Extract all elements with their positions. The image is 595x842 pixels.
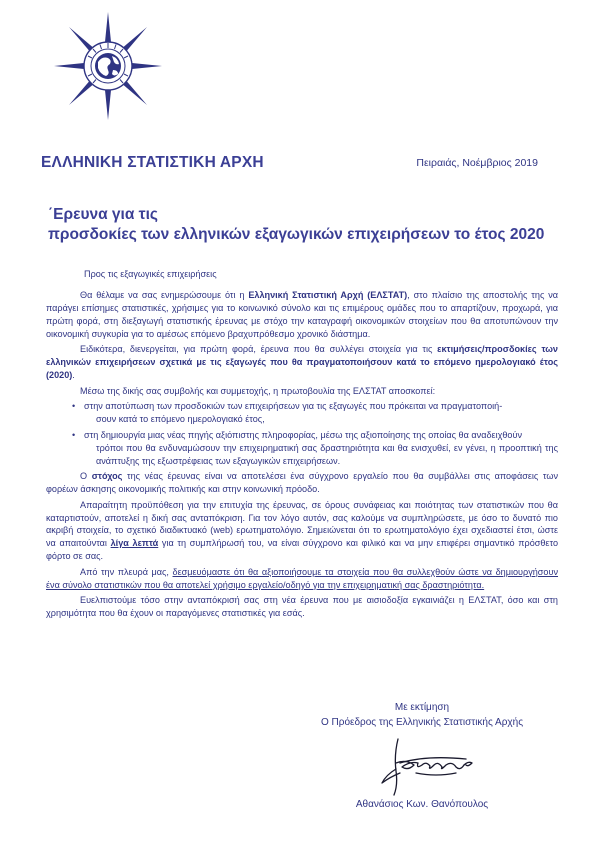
bullet-first-line: στην αποτύπωση των προσδοκιών των επιχειρήσεων για τις εξαγωγές που πρόκειται να πραγματοποιή- bbox=[84, 401, 503, 412]
paragraph-text: Απαραίτητη προϋπόθεση για την επιτυχία της έρευνας, σε όρους συνάφειας και ποιότητας των στατιστικών που θα καταρτιστούν, αποτελεί η δική σας ανταπόκριση. Για τον λόγο αυτόν, σας καλούμε να συμπληρώσετε, με όσο το δυνατό πιο ακριβή στοιχεία, το σχετικό διαδικτυακό (web) ερωτηματολόγιο. Σημειώνεται ότι το ερωτηματολόγιο έχει σχεδιαστεί έτσι, ώστε να απαιτούνται bbox=[46, 499, 558, 549]
salutation: Προς τις εξαγωγικές επιχειρήσεις bbox=[84, 269, 217, 279]
paragraph-text: για τη συμπλήρωσή του, να είναι σύγχρονο και φιλικό και να μην επιφέρει σημαντικό πρόσθετο φόρτο σε σας. bbox=[46, 538, 558, 562]
elstat-logo-icon bbox=[52, 10, 164, 122]
paragraph-intro bbox=[46, 289, 558, 341]
list-item-aim-2 bbox=[46, 429, 558, 468]
title-line-1: ΄Ερευνα για τις bbox=[48, 206, 158, 223]
commitment-underlined: δεσμευόμαστε ότι θα αξιοποιήσουμε τα στοιχεία που θα συλλεχθούν ώστε να δημιουργήσουν ένα σύνολο στατιστικών που θα αποτελεί χρήσιμο εργαλείο/οδηγό για την επιχειρηματική σας δραστηριότητα. bbox=[46, 566, 559, 590]
goal-bold: στόχος bbox=[91, 471, 123, 482]
paragraph-text: Ο bbox=[80, 471, 92, 482]
bullet-text bbox=[78, 400, 558, 426]
closing-block bbox=[302, 700, 542, 730]
survey-title bbox=[48, 205, 568, 245]
title-line-2: προσδοκίες των ελληνικών εξαγωγικών επιχειρήσεων το έτος 2020 bbox=[48, 226, 545, 243]
elstat-name-bold: Ελληνική Στατιστική Αρχή (ΕΛΣΤΑΤ) bbox=[248, 289, 408, 300]
paragraph-text: . bbox=[72, 370, 75, 381]
paragraph-text: Από την πλευρά μας, bbox=[80, 566, 173, 577]
paragraph-commitment bbox=[46, 566, 558, 592]
handwritten-signature-icon bbox=[376, 733, 482, 799]
paragraph-text: Ειδικότερα, διενεργείται, για πρώτη φορά, έρευνα που θα συλλέγει στοιχεία για τις bbox=[80, 344, 438, 355]
list-item-aim-1 bbox=[46, 400, 558, 426]
paragraph-closing: Ευελπιστούμε τόσο στην ανταπόκρισή σας στη νέα έρευνα που με αισιοδοξία εγκαινιάζει η ΕΛΣΤΑΤ, όσο και στη χρησιμότητα που θα έχουν οι παραγόμενες στατιστικές για εσάς. bbox=[46, 595, 558, 619]
paragraph-participation bbox=[46, 499, 558, 564]
bullet-continuation: σουν κατά το επόμενο ημερολογιακό έτος, bbox=[96, 414, 265, 425]
survey-scope-bold: εκτιμήσεις/προσδοκίες των ελληνικών επιχειρήσεων σχετικά με τις εξαγωγές που θα πραγματοποιήσουν κατά το επόμενο ημερολογιακό έτος (2020) bbox=[46, 344, 558, 381]
bullet-marker: • bbox=[72, 401, 76, 412]
paragraph-survey-scope bbox=[46, 343, 558, 382]
few-minutes-emphasis: λίγα λεπτά bbox=[110, 538, 159, 549]
signer-name: Αθανάσιος Κων. Θανόπουλος bbox=[355, 799, 489, 810]
paragraph-goal bbox=[46, 470, 558, 496]
regards: Με εκτίμηση bbox=[394, 702, 450, 713]
organization-name: ΕΛΛΗΝΙΚΗ ΣΤΑΤΙΣΤΙΚΗ ΑΡΧΗ bbox=[41, 154, 264, 171]
bullet-continuation: τρόποι που θα ενδυναμώσουν την επιχειρηματική σας δραστηριότητα και θα ενισχυθεί, εν γένει, η προοπτική της ανάπτυξης της εξωστρέφειας των εξαγωγικών επιχειρήσεων. bbox=[96, 442, 558, 466]
paragraph-text: , στο πλαίσιο της αποστολής της να παράγει επίσημες στατιστικές, χρήσιμες για το κοινωνικό σύνολο και τις επιμέρους ομάδες που το απαρτίζουν, προχωρά, για πρώτη φορά, στη διεξαγωγή στατιστικής έρευνας με στόχο την καταγραφή οικονομικών στοιχείων που θα αποτυπώνουν την οικονομική συγκυρία για το αμέσως επόμενο βραχυπρόθεσμο χρονικό διάστημα. bbox=[46, 289, 559, 339]
bullet-first-line: στη δημιουργία μιας νέας πηγής αξιόπιστης πληροφορίας, μέσω της αξιοποίησης της οποίας θα αναδειχθούν bbox=[84, 429, 523, 440]
place-date: Πειραιάς, Νοέμβριος 2019 bbox=[416, 157, 538, 169]
paragraph-aims-intro: Μέσω της δικής σας συμβολής και συμμετοχής, η πρωτοβουλία της ΕΛΣΤΑΤ αποσκοπεί: bbox=[80, 385, 436, 396]
bullet-marker: • bbox=[72, 429, 76, 440]
signer-position: Ο Πρόεδρος της Ελληνικής Στατιστικής Αρχής bbox=[320, 717, 524, 728]
bullet-text bbox=[78, 429, 558, 468]
letter-body bbox=[46, 268, 558, 623]
paragraph-text: της νέας έρευνας είναι να αποτελέσει ένα σύγχρονο εργαλείο που θα συμβάλλει στις αποφάσεις των φορέων άσκησης οικονομικής πολιτικής και στην κοινωνική πρόοδο. bbox=[46, 471, 559, 495]
paragraph-text: Θα θέλαμε να σας ενημερώσουμε ότι η bbox=[80, 289, 249, 300]
